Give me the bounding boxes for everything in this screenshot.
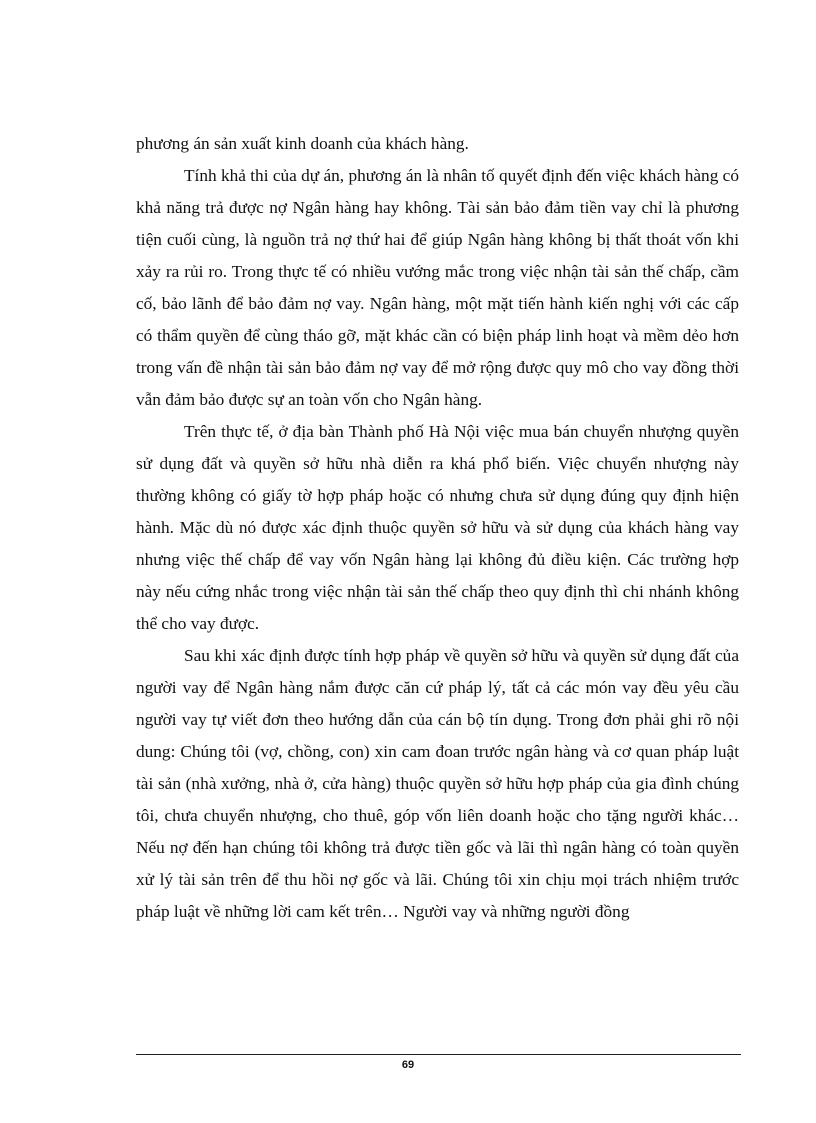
paragraph-feasibility: Tính khả thi của dự án, phương án là nhân tố quyết định đến việc khách hàng có khả năng trả được nợ Ngân hàng hay không. Tài sản bảo đảm tiền vay chỉ là phương tiện cuối cùng, là nguồn trả nợ thứ hai để giúp Ngân hàng không bị thất thoát vốn khi xảy ra rủi ro. Trong thực tế có nhiều vướng mắc trong việc nhận tài sản thế chấp, cầm cố, bảo lãnh để bảo đảm nợ vay. Ngân hàng, một mặt tiến hành kiến nghị với các cấp có thẩm quyền để cùng tháo gỡ, mặt khác cần có biện pháp linh hoạt và mềm dẻo hơn trong vấn đề nhận tài sản bảo đảm nợ vay để mở rộng được quy mô cho vay đồng thời vẫn đảm bảo được sự an toàn vốn cho Ngân hàng. — [136, 166, 739, 409]
page-number: 69 — [401, 1059, 415, 1071]
paragraph-continuation: phương án sản xuất kinh doanh của khách hàng. — [136, 134, 469, 153]
body-text — [136, 128, 739, 928]
paragraph-hanoi-practice: Trên thực tế, ở địa bàn Thành phố Hà Nội việc mua bán chuyển nhượng quyền sử dụng đất và quyền sở hữu nhà diễn ra khá phổ biến. Việc chuyển nhượng này thường không có giấy tờ hợp pháp hoặc có nhưng chưa sử dụng đúng quy định hiện hành. Mặc dù nó được xác định thuộc quyền sở hữu và sử dụng của khách hàng vay nhưng việc thế chấp để vay vốn Ngân hàng lại không đủ điều kiện. Các trường hợp này nếu cứng nhắc trong việc nhận tài sản thế chấp theo quy định thì chi nhánh không thể cho vay được. — [136, 422, 739, 633]
paragraph-borrower-commitment: Sau khi xác định được tính hợp pháp về quyền sở hữu và quyền sử dụng đất của người vay để Ngân hàng nắm được căn cứ pháp lý, tất cả các món vay đều yêu cầu người vay tự viết đơn theo hướng dẫn của cán bộ tín dụng. Trong đơn phải ghi rõ nội dung: Chúng tôi (vợ, chồng, con) xin cam đoan trước ngân hàng và cơ quan pháp luật tài sản (nhà xưởng, nhà ở, cửa hàng) thuộc quyền sở hữu hợp pháp của gia đình chúng tôi, chưa chuyển nhượng, cho thuê, góp vốn liên doanh hoặc cho tặng người khác… Nếu nợ đến hạn chúng tôi không trả được tiền gốc và lãi thì ngân hàng có toàn quyền xử lý tài sản trên để thu hồi nợ gốc và lãi. Chúng tôi xin chịu mọi trách nhiệm trước pháp luật về những lời cam kết trên… Người vay và những người đồng — [136, 646, 739, 921]
footer-divider — [136, 1054, 741, 1055]
